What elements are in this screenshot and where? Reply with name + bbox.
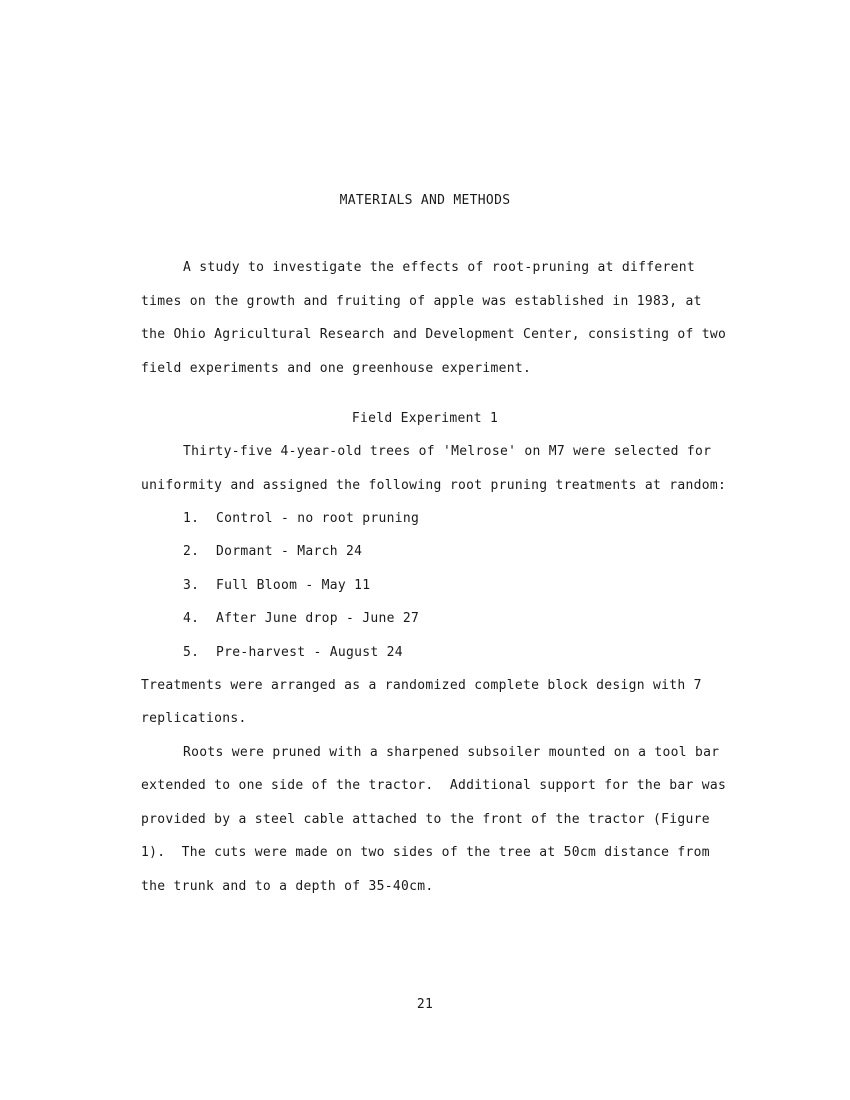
para2-line-2: replications. xyxy=(141,711,247,726)
treatment-text: After June drop - June 27 xyxy=(216,611,420,626)
para3-line-2: extended to one side of the tractor. Additional support for the bar was xyxy=(141,778,727,793)
intro-line-3: the Ohio Agricultural Research and Development Center, consisting of two xyxy=(141,327,727,342)
para3-line-3: provided by a steel cable attached to the front of the tractor (Figure xyxy=(141,812,710,827)
intro-line-4: field experiments and one greenhouse experiment. xyxy=(141,361,532,376)
treatment-number: 5. xyxy=(183,645,200,660)
treatment-text: Full Bloom - May 11 xyxy=(216,578,371,593)
intro-line-1: A study to investigate the effects of root-pruning at different xyxy=(183,260,695,275)
treatment-text: Pre-harvest - August 24 xyxy=(216,645,403,660)
para3-line-1: Roots were pruned with a sharpened subsoiler mounted on a tool bar xyxy=(183,745,720,760)
treatment-number: 3. xyxy=(183,578,200,593)
section-heading: MATERIALS AND METHODS xyxy=(339,193,511,208)
subsection-heading: Field Experiment 1 xyxy=(351,411,499,426)
para3-line-5: the trunk and to a depth of 35-40cm. xyxy=(141,879,434,894)
treatment-number: 4. xyxy=(183,611,200,626)
treatment-text: Control - no root pruning xyxy=(216,511,420,526)
treatment-text: Dormant - March 24 xyxy=(216,544,363,559)
intro-line-2: times on the growth and fruiting of apple was established in 1983, at xyxy=(141,294,702,309)
treatment-number: 1. xyxy=(183,511,200,526)
page-number: 21 xyxy=(416,997,434,1012)
para3-line-4: 1). The cuts were made on two sides of the tree at 50cm distance from xyxy=(141,845,710,860)
treatment-number: 2. xyxy=(183,544,200,559)
para2-line-1: Treatments were arranged as a randomized complete block design with 7 xyxy=(141,678,702,693)
para1-line-2: uniformity and assigned the following root pruning treatments at random: xyxy=(141,478,727,493)
para1-line-1: Thirty-five 4-year-old trees of 'Melrose' on M7 were selected for xyxy=(183,444,712,459)
